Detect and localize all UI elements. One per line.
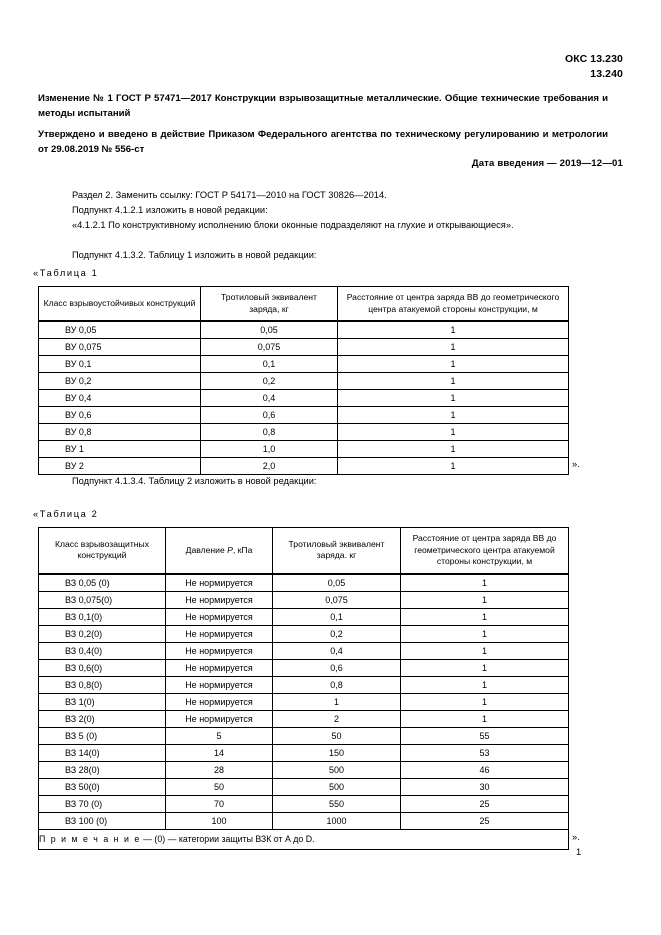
table-2-caption: «Таблица 2: [33, 509, 99, 519]
note-label: П р и м е ч а н и е: [39, 834, 141, 845]
table-row: [39, 659, 569, 676]
cell-class: ВУ 0,8: [39, 424, 201, 441]
cell-value: 50: [166, 778, 273, 795]
cell-value: 1: [338, 441, 569, 458]
cell-class: ВЗ 5 (0): [39, 727, 166, 744]
cell-value: 1: [401, 608, 569, 625]
cell-value: 500: [273, 778, 401, 795]
cell-value: Не нормируется: [166, 625, 273, 642]
cell-class: ВЗ 0,05 (0): [39, 574, 166, 592]
cell-class: ВЗ 0,1(0): [39, 608, 166, 625]
cell-class: ВЗ 2(0): [39, 710, 166, 727]
table-1: [38, 286, 569, 475]
cell-class: ВЗ 70 (0): [39, 795, 166, 812]
cell-value: 55: [401, 727, 569, 744]
cell-value: Не нормируется: [166, 574, 273, 592]
cell-value: 1: [401, 693, 569, 710]
table-row: [39, 458, 569, 475]
table-row: [39, 727, 569, 744]
cell-value: 50: [273, 727, 401, 744]
table-row: [39, 778, 569, 795]
cell-value: 0,8: [201, 424, 338, 441]
paragraph-section-2: Раздел 2. Заменить ссылку: ГОСТ Р 54171—2010 на ГОСТ 30826—2014.: [72, 190, 387, 200]
cell-value: 0,05: [201, 321, 338, 339]
note-body: — (0) — категории защиты ВЗК от А до D.: [140, 834, 315, 845]
cell-value: 5: [166, 727, 273, 744]
cell-value: 30: [401, 778, 569, 795]
cell-value: 46: [401, 761, 569, 778]
table-row: [39, 625, 569, 642]
cell-value: 500: [273, 761, 401, 778]
cell-value: 0,075: [273, 591, 401, 608]
table-row: [39, 339, 569, 356]
table-1-body: [39, 321, 569, 475]
cell-class: ВЗ 0,8(0): [39, 676, 166, 693]
cell-value: 1,0: [201, 441, 338, 458]
cell-value: 0,1: [201, 356, 338, 373]
cell-class: ВЗ 0,2(0): [39, 625, 166, 642]
cell-value: Не нормируется: [166, 710, 273, 727]
cell-value: Не нормируется: [166, 642, 273, 659]
table-row: [39, 591, 569, 608]
cell-value: 0,075: [201, 339, 338, 356]
cell-class: ВЗ 28(0): [39, 761, 166, 778]
table-row: [39, 693, 569, 710]
cell-value: 0,1: [273, 608, 401, 625]
cell-value: 1: [401, 676, 569, 693]
table-row: [39, 744, 569, 761]
cell-value: 1: [338, 407, 569, 424]
cell-value: 100: [166, 812, 273, 829]
table-2-header: [39, 528, 569, 574]
cell-class: ВУ 2: [39, 458, 201, 475]
cell-value: 1: [338, 321, 569, 339]
cell-value: 0,6: [273, 659, 401, 676]
cell-value: Не нормируется: [166, 591, 273, 608]
table-1-caption: «Таблица 1: [33, 268, 99, 278]
cell-class: ВЗ 0,6(0): [39, 659, 166, 676]
cell-class: ВУ 0,2: [39, 373, 201, 390]
table-1-col-distance: Расстояние от центра заряда ВВ до геометрического центра атакуемой стороны конструкции, м: [338, 287, 569, 322]
cell-class: ВУ 0,05: [39, 321, 201, 339]
cell-class: ВЗ 50(0): [39, 778, 166, 795]
cell-value: 1: [401, 574, 569, 592]
approval-statement: Утверждено и введено в действие Приказом Федерального агентства по техническому регулированию и метрологии от 29.08.2019 № 556-ст: [38, 129, 608, 155]
cell-value: 1000: [273, 812, 401, 829]
cell-value: 28: [166, 761, 273, 778]
table-2-header-row: [39, 528, 569, 574]
table-row: [39, 710, 569, 727]
table-row: [39, 407, 569, 424]
cell-class: ВУ 0,4: [39, 390, 201, 407]
table-2-col-pressure: Давление Р, кПа: [166, 528, 273, 574]
oks-code-primary: ОКС 13.230: [564, 53, 623, 65]
cell-value: 1: [338, 339, 569, 356]
cell-value: 53: [401, 744, 569, 761]
cell-value: 0,4: [273, 642, 401, 659]
cell-value: 1: [401, 642, 569, 659]
cell-value: 550: [273, 795, 401, 812]
table-2-col-distance: Расстояние от центра заряда ВВ до геометрического центра атакуемой стороны конструкции, м: [401, 528, 569, 574]
table-2-body: [39, 574, 569, 850]
cell-value: 1: [401, 625, 569, 642]
cell-value: 150: [273, 744, 401, 761]
cell-value: 25: [401, 812, 569, 829]
standard-title: Изменение № 1 ГОСТ Р 57471—2017 Конструкции взрывозащитные металлические. Общие технические требования и методы испытаний: [38, 93, 608, 119]
table-row: [39, 356, 569, 373]
cell-value: 0,05: [273, 574, 401, 592]
cell-value: 0,8: [273, 676, 401, 693]
table-1-col-tnt-equivalent: Тротиловый эквивалент заряда, кг: [201, 287, 338, 322]
cell-value: 0,2: [201, 373, 338, 390]
cell-value: 2: [273, 710, 401, 727]
table-2: [38, 527, 569, 850]
paragraph-subclause-4-1-2-1-text: «4.1.2.1 По конструктивному исполнению блоки оконные подразделяют на глухие и открывающиеся».: [72, 220, 514, 230]
cell-value: 1: [273, 693, 401, 710]
cell-class: ВЗ 14(0): [39, 744, 166, 761]
table-row: [39, 373, 569, 390]
table-1-col-class: Класс взрывоустойчивых конструкций: [39, 287, 201, 322]
cell-value: Не нормируется: [166, 659, 273, 676]
page-number: 1: [576, 847, 582, 857]
table-2-note-row: [39, 829, 569, 849]
cell-value: 0,2: [273, 625, 401, 642]
paragraph-subclause-4-1-3-2-intro: Подпункт 4.1.3.2. Таблицу 1 изложить в новой редакции:: [72, 250, 317, 260]
cell-value: 25: [401, 795, 569, 812]
cell-value: 1: [338, 390, 569, 407]
table-row: [39, 676, 569, 693]
table-row: [39, 761, 569, 778]
cell-class: ВУ 0,6: [39, 407, 201, 424]
table-row: [39, 812, 569, 829]
cell-class: ВУ 1: [39, 441, 201, 458]
cell-value: 0,4: [201, 390, 338, 407]
cell-class: ВЗ 1(0): [39, 693, 166, 710]
table-row: [39, 642, 569, 659]
table-2-col-tnt-equivalent: Тротиловый эквивалент заряда. кг: [273, 528, 401, 574]
table-2-note: [39, 829, 569, 849]
cell-value: 1: [338, 356, 569, 373]
cell-value: Не нормируется: [166, 608, 273, 625]
cell-value: 1: [338, 424, 569, 441]
table-2-closing-quote: ».: [572, 832, 580, 842]
table-row: [39, 574, 569, 592]
cell-value: 1: [338, 458, 569, 475]
table-row: [39, 441, 569, 458]
cell-value: 2,0: [201, 458, 338, 475]
cell-class: ВЗ 100 (0): [39, 812, 166, 829]
table-1-closing-quote: ».: [572, 459, 580, 469]
cell-value: Не нормируется: [166, 693, 273, 710]
cell-value: 0,6: [201, 407, 338, 424]
cell-class: ВЗ 0,4(0): [39, 642, 166, 659]
cell-value: Не нормируется: [166, 676, 273, 693]
table-1-header: [39, 287, 569, 322]
paragraph-subclause-4-1-3-4-intro: Подпункт 4.1.3.4. Таблицу 2 изложить в новой редакции:: [72, 476, 317, 486]
cell-value: 1: [401, 710, 569, 727]
cell-class: ВУ 0,075: [39, 339, 201, 356]
table-row: [39, 608, 569, 625]
oks-code-secondary: 13.240: [590, 68, 623, 80]
paragraph-subclause-4-1-2-1-intro: Подпункт 4.1.2.1 изложить в новой редакции:: [72, 205, 268, 215]
cell-value: 1: [401, 591, 569, 608]
cell-class: ВЗ 0,075(0): [39, 591, 166, 608]
table-1-header-row: [39, 287, 569, 322]
table-2-col-class: Класс взрывозащитных конструкций: [39, 528, 166, 574]
table-row: [39, 390, 569, 407]
cell-value: 1: [338, 373, 569, 390]
introduction-date: Дата введения — 2019—12—01: [471, 158, 623, 169]
table-row: [39, 321, 569, 339]
table-row: [39, 424, 569, 441]
cell-value: 1: [401, 659, 569, 676]
cell-class: ВУ 0,1: [39, 356, 201, 373]
cell-value: 70: [166, 795, 273, 812]
oks-classifier-block: [565, 52, 623, 82]
table-row: [39, 795, 569, 812]
cell-value: 14: [166, 744, 273, 761]
